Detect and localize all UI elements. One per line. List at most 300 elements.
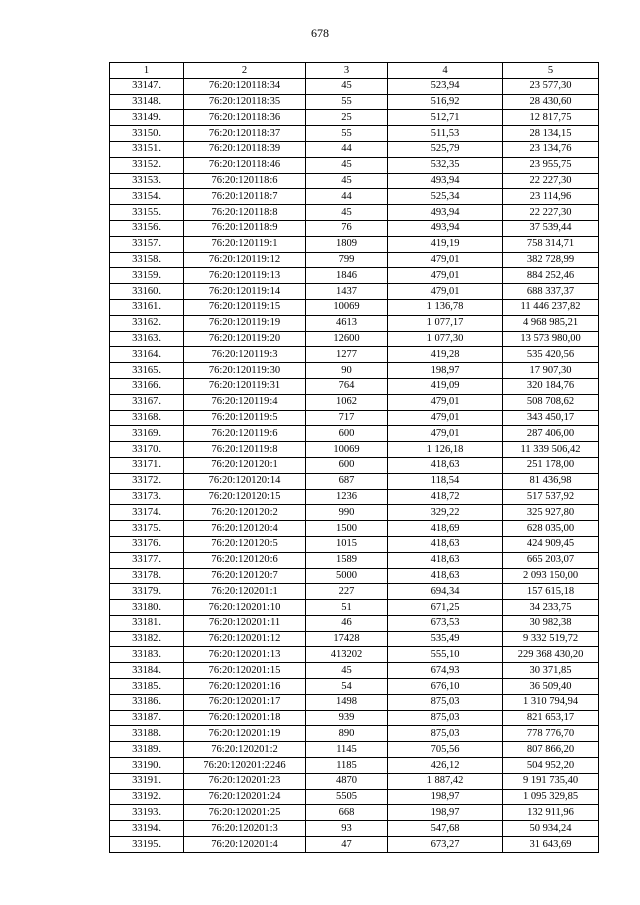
value-cell: 758 314,71 xyxy=(503,236,599,252)
value-cell: 628 035,00 xyxy=(503,521,599,537)
area-cell: 1145 xyxy=(306,742,388,758)
area-cell: 1277 xyxy=(306,347,388,363)
row-number-cell: 33165. xyxy=(110,363,184,379)
area-cell: 1185 xyxy=(306,758,388,774)
row-number-cell: 33159. xyxy=(110,268,184,284)
value-cell: 325 927,80 xyxy=(503,505,599,521)
cadastral-number-cell: 76:20:120201:25 xyxy=(184,805,306,821)
cadastral-number-cell: 76:20:120201:4 xyxy=(184,837,306,853)
table-row xyxy=(110,363,599,379)
row-number-cell: 33178. xyxy=(110,568,184,584)
cadastral-number-cell: 76:20:120120:15 xyxy=(184,489,306,505)
value-cell: 17 907,30 xyxy=(503,363,599,379)
row-number-cell: 33187. xyxy=(110,710,184,726)
row-number-cell: 33154. xyxy=(110,189,184,205)
table-row xyxy=(110,268,599,284)
value-cell: 50 934,24 xyxy=(503,821,599,837)
rate-cell: 419,19 xyxy=(388,236,503,252)
area-cell: 600 xyxy=(306,426,388,442)
area-cell: 990 xyxy=(306,505,388,521)
table-row xyxy=(110,299,599,315)
value-cell: 11 339 506,42 xyxy=(503,442,599,458)
cadastral-number-cell: 76:20:120201:1 xyxy=(184,584,306,600)
row-number-cell: 33177. xyxy=(110,552,184,568)
area-cell: 5000 xyxy=(306,568,388,584)
table-row xyxy=(110,126,599,142)
column-header: 5 xyxy=(503,63,599,79)
area-cell: 45 xyxy=(306,663,388,679)
table-row xyxy=(110,726,599,742)
rate-cell: 875,03 xyxy=(388,726,503,742)
cadastral-number-cell: 76:20:120120:7 xyxy=(184,568,306,584)
table-row xyxy=(110,394,599,410)
value-cell: 508 708,62 xyxy=(503,394,599,410)
area-cell: 45 xyxy=(306,173,388,189)
row-number-cell: 33156. xyxy=(110,220,184,236)
area-cell: 45 xyxy=(306,205,388,221)
area-cell: 10069 xyxy=(306,442,388,458)
table-row xyxy=(110,157,599,173)
table-row xyxy=(110,505,599,521)
row-number-cell: 33168. xyxy=(110,410,184,426)
rate-cell: 532,35 xyxy=(388,157,503,173)
table-row xyxy=(110,821,599,837)
table-body xyxy=(110,63,599,853)
row-number-cell: 33161. xyxy=(110,299,184,315)
table-row xyxy=(110,489,599,505)
value-cell: 30 982,38 xyxy=(503,615,599,631)
rate-cell: 418,63 xyxy=(388,552,503,568)
row-number-cell: 33150. xyxy=(110,126,184,142)
table-row xyxy=(110,141,599,157)
value-cell: 23 577,30 xyxy=(503,78,599,94)
row-number-cell: 33152. xyxy=(110,157,184,173)
row-number-cell: 33163. xyxy=(110,331,184,347)
rate-cell: 705,56 xyxy=(388,742,503,758)
cadastral-number-cell: 76:20:120201:15 xyxy=(184,663,306,679)
row-number-cell: 33173. xyxy=(110,489,184,505)
row-number-cell: 33184. xyxy=(110,663,184,679)
table-row xyxy=(110,568,599,584)
rate-cell: 198,97 xyxy=(388,805,503,821)
area-cell: 764 xyxy=(306,378,388,394)
cadastral-number-cell: 76:20:120118:34 xyxy=(184,78,306,94)
rate-cell: 479,01 xyxy=(388,284,503,300)
row-number-cell: 33181. xyxy=(110,615,184,631)
row-number-cell: 33148. xyxy=(110,94,184,110)
table-row xyxy=(110,742,599,758)
value-cell: 23 955,75 xyxy=(503,157,599,173)
row-number-cell: 33160. xyxy=(110,284,184,300)
rate-cell: 875,03 xyxy=(388,710,503,726)
area-cell: 1498 xyxy=(306,694,388,710)
row-number-cell: 33162. xyxy=(110,315,184,331)
rate-cell: 479,01 xyxy=(388,252,503,268)
value-cell: 229 368 430,20 xyxy=(503,647,599,663)
rate-cell: 512,71 xyxy=(388,110,503,126)
rate-cell: 875,03 xyxy=(388,694,503,710)
column-header: 3 xyxy=(306,63,388,79)
area-cell: 890 xyxy=(306,726,388,742)
area-cell: 4870 xyxy=(306,773,388,789)
table-header-row xyxy=(110,63,599,79)
table-row xyxy=(110,426,599,442)
value-cell: 424 909,45 xyxy=(503,536,599,552)
rate-cell: 511,53 xyxy=(388,126,503,142)
area-cell: 44 xyxy=(306,189,388,205)
value-cell: 30 371,85 xyxy=(503,663,599,679)
area-cell: 1015 xyxy=(306,536,388,552)
table-row xyxy=(110,347,599,363)
rate-cell: 555,10 xyxy=(388,647,503,663)
value-cell: 22 227,30 xyxy=(503,205,599,221)
row-number-cell: 33157. xyxy=(110,236,184,252)
cadastral-number-cell: 76:20:120119:1 xyxy=(184,236,306,252)
rate-cell: 419,28 xyxy=(388,347,503,363)
rate-cell: 479,01 xyxy=(388,410,503,426)
area-cell: 1437 xyxy=(306,284,388,300)
row-number-cell: 33171. xyxy=(110,457,184,473)
cadastral-number-cell: 76:20:120119:5 xyxy=(184,410,306,426)
cadastral-number-cell: 76:20:120201:2 xyxy=(184,742,306,758)
table-row xyxy=(110,679,599,695)
value-cell: 23 114,96 xyxy=(503,189,599,205)
table-row xyxy=(110,94,599,110)
cadastral-number-cell: 76:20:120120:6 xyxy=(184,552,306,568)
area-cell: 717 xyxy=(306,410,388,426)
value-cell: 884 252,46 xyxy=(503,268,599,284)
row-number-cell: 33149. xyxy=(110,110,184,126)
column-header: 1 xyxy=(110,63,184,79)
cadastral-number-cell: 76:20:120118:8 xyxy=(184,205,306,221)
cadastral-number-cell: 76:20:120201:19 xyxy=(184,726,306,742)
rate-cell: 516,92 xyxy=(388,94,503,110)
rate-cell: 493,94 xyxy=(388,173,503,189)
value-cell: 688 337,37 xyxy=(503,284,599,300)
rate-cell: 329,22 xyxy=(388,505,503,521)
row-number-cell: 33186. xyxy=(110,694,184,710)
cadastral-number-cell: 76:20:120118:9 xyxy=(184,220,306,236)
value-cell: 504 952,20 xyxy=(503,758,599,774)
cadastral-number-cell: 76:20:120119:13 xyxy=(184,268,306,284)
value-cell: 23 134,76 xyxy=(503,141,599,157)
cadastral-number-cell: 76:20:120119:31 xyxy=(184,378,306,394)
table-row xyxy=(110,331,599,347)
area-cell: 668 xyxy=(306,805,388,821)
value-cell: 157 615,18 xyxy=(503,584,599,600)
table-row xyxy=(110,284,599,300)
table-row xyxy=(110,584,599,600)
value-cell: 28 430,60 xyxy=(503,94,599,110)
row-number-cell: 33169. xyxy=(110,426,184,442)
rate-cell: 118,54 xyxy=(388,473,503,489)
rate-cell: 671,25 xyxy=(388,600,503,616)
value-cell: 36 509,40 xyxy=(503,679,599,695)
cadastral-number-cell: 76:20:120201:12 xyxy=(184,631,306,647)
row-number-cell: 33176. xyxy=(110,536,184,552)
area-cell: 10069 xyxy=(306,299,388,315)
table-row xyxy=(110,789,599,805)
area-cell: 799 xyxy=(306,252,388,268)
value-cell: 517 537,92 xyxy=(503,489,599,505)
value-cell: 665 203,07 xyxy=(503,552,599,568)
table-row xyxy=(110,552,599,568)
cadastral-number-cell: 76:20:120120:2 xyxy=(184,505,306,521)
area-cell: 600 xyxy=(306,457,388,473)
row-number-cell: 33190. xyxy=(110,758,184,774)
cadastral-number-cell: 76:20:120119:12 xyxy=(184,252,306,268)
row-number-cell: 33179. xyxy=(110,584,184,600)
area-cell: 46 xyxy=(306,615,388,631)
table-row xyxy=(110,600,599,616)
cadastral-number-cell: 76:20:120201:3 xyxy=(184,821,306,837)
table-row xyxy=(110,205,599,221)
rate-cell: 535,49 xyxy=(388,631,503,647)
row-number-cell: 33172. xyxy=(110,473,184,489)
row-number-cell: 33151. xyxy=(110,141,184,157)
value-cell: 132 911,96 xyxy=(503,805,599,821)
row-number-cell: 33153. xyxy=(110,173,184,189)
rate-cell: 525,79 xyxy=(388,141,503,157)
cadastral-number-cell: 76:20:120201:13 xyxy=(184,647,306,663)
cadastral-number-cell: 76:20:120118:7 xyxy=(184,189,306,205)
rate-cell: 418,69 xyxy=(388,521,503,537)
value-cell: 28 134,15 xyxy=(503,126,599,142)
table-row xyxy=(110,663,599,679)
data-table xyxy=(109,62,599,853)
row-number-cell: 33195. xyxy=(110,837,184,853)
rate-cell: 673,53 xyxy=(388,615,503,631)
value-cell: 821 653,17 xyxy=(503,710,599,726)
rate-cell: 419,09 xyxy=(388,378,503,394)
row-number-cell: 33191. xyxy=(110,773,184,789)
value-cell: 34 233,75 xyxy=(503,600,599,616)
value-cell: 1 310 794,94 xyxy=(503,694,599,710)
cadastral-number-cell: 76:20:120120:5 xyxy=(184,536,306,552)
value-cell: 343 450,17 xyxy=(503,410,599,426)
rate-cell: 198,97 xyxy=(388,789,503,805)
rate-cell: 694,34 xyxy=(388,584,503,600)
value-cell: 13 573 980,00 xyxy=(503,331,599,347)
area-cell: 51 xyxy=(306,600,388,616)
table-row xyxy=(110,710,599,726)
table-row xyxy=(110,78,599,94)
area-cell: 54 xyxy=(306,679,388,695)
cadastral-number-cell: 76:20:120119:30 xyxy=(184,363,306,379)
table-row xyxy=(110,615,599,631)
row-number-cell: 33166. xyxy=(110,378,184,394)
area-cell: 76 xyxy=(306,220,388,236)
row-number-cell: 33174. xyxy=(110,505,184,521)
value-cell: 1 095 329,85 xyxy=(503,789,599,805)
rate-cell: 1 126,18 xyxy=(388,442,503,458)
page-number: 678 xyxy=(311,26,329,40)
value-cell: 9 191 735,40 xyxy=(503,773,599,789)
rate-cell: 673,27 xyxy=(388,837,503,853)
table-row xyxy=(110,110,599,126)
table-row xyxy=(110,647,599,663)
table-row xyxy=(110,694,599,710)
row-number-cell: 33182. xyxy=(110,631,184,647)
cadastral-number-cell: 76:20:120120:14 xyxy=(184,473,306,489)
row-number-cell: 33183. xyxy=(110,647,184,663)
row-number-cell: 33193. xyxy=(110,805,184,821)
row-number-cell: 33164. xyxy=(110,347,184,363)
table-row xyxy=(110,536,599,552)
row-number-cell: 33180. xyxy=(110,600,184,616)
cadastral-number-cell: 76:20:120201:24 xyxy=(184,789,306,805)
table-row xyxy=(110,220,599,236)
cadastral-number-cell: 76:20:120119:20 xyxy=(184,331,306,347)
area-cell: 1809 xyxy=(306,236,388,252)
cadastral-number-cell: 76:20:120118:6 xyxy=(184,173,306,189)
table-row xyxy=(110,442,599,458)
area-cell: 12600 xyxy=(306,331,388,347)
table-row xyxy=(110,473,599,489)
cadastral-number-cell: 76:20:120119:14 xyxy=(184,284,306,300)
table-row xyxy=(110,236,599,252)
cadastral-number-cell: 76:20:120120:4 xyxy=(184,521,306,537)
area-cell: 413202 xyxy=(306,647,388,663)
rate-cell: 418,63 xyxy=(388,457,503,473)
rate-cell: 1 077,30 xyxy=(388,331,503,347)
cadastral-number-cell: 76:20:120201:17 xyxy=(184,694,306,710)
rate-cell: 479,01 xyxy=(388,268,503,284)
row-number-cell: 33192. xyxy=(110,789,184,805)
cadastral-number-cell: 76:20:120118:36 xyxy=(184,110,306,126)
rate-cell: 1 136,78 xyxy=(388,299,503,315)
area-cell: 227 xyxy=(306,584,388,600)
rate-cell: 525,34 xyxy=(388,189,503,205)
row-number-cell: 33188. xyxy=(110,726,184,742)
cadastral-number-cell: 76:20:120119:3 xyxy=(184,347,306,363)
table-row xyxy=(110,758,599,774)
value-cell: 9 332 519,72 xyxy=(503,631,599,647)
area-cell: 25 xyxy=(306,110,388,126)
rate-cell: 479,01 xyxy=(388,394,503,410)
cadastral-number-cell: 76:20:120201:11 xyxy=(184,615,306,631)
rate-cell: 1 077,17 xyxy=(388,315,503,331)
table-row xyxy=(110,837,599,853)
rate-cell: 418,63 xyxy=(388,536,503,552)
value-cell: 535 420,56 xyxy=(503,347,599,363)
area-cell: 17428 xyxy=(306,631,388,647)
value-cell: 778 776,70 xyxy=(503,726,599,742)
cadastral-number-cell: 76:20:120201:2246 xyxy=(184,758,306,774)
area-cell: 4613 xyxy=(306,315,388,331)
area-cell: 44 xyxy=(306,141,388,157)
rate-cell: 418,63 xyxy=(388,568,503,584)
area-cell: 47 xyxy=(306,837,388,853)
rate-cell: 493,94 xyxy=(388,220,503,236)
area-cell: 90 xyxy=(306,363,388,379)
value-cell: 22 227,30 xyxy=(503,173,599,189)
cadastral-number-cell: 76:20:120201:16 xyxy=(184,679,306,695)
table-row xyxy=(110,189,599,205)
area-cell: 93 xyxy=(306,821,388,837)
table-row xyxy=(110,521,599,537)
row-number-cell: 33147. xyxy=(110,78,184,94)
area-cell: 939 xyxy=(306,710,388,726)
rate-cell: 479,01 xyxy=(388,426,503,442)
table-row xyxy=(110,457,599,473)
rate-cell: 418,72 xyxy=(388,489,503,505)
row-number-cell: 33175. xyxy=(110,521,184,537)
table-row xyxy=(110,805,599,821)
table-row xyxy=(110,315,599,331)
cadastral-number-cell: 76:20:120201:18 xyxy=(184,710,306,726)
value-cell: 251 178,00 xyxy=(503,457,599,473)
cadastral-number-cell: 76:20:120119:19 xyxy=(184,315,306,331)
value-cell: 320 184,76 xyxy=(503,378,599,394)
rate-cell: 676,10 xyxy=(388,679,503,695)
cadastral-number-cell: 76:20:120120:1 xyxy=(184,457,306,473)
column-header: 4 xyxy=(388,63,503,79)
cadastral-number-cell: 76:20:120118:39 xyxy=(184,141,306,157)
cadastral-number-cell: 76:20:120118:46 xyxy=(184,157,306,173)
area-cell: 1062 xyxy=(306,394,388,410)
rate-cell: 547,68 xyxy=(388,821,503,837)
column-header: 2 xyxy=(184,63,306,79)
value-cell: 11 446 237,82 xyxy=(503,299,599,315)
row-number-cell: 33158. xyxy=(110,252,184,268)
row-number-cell: 33155. xyxy=(110,205,184,221)
value-cell: 81 436,98 xyxy=(503,473,599,489)
area-cell: 45 xyxy=(306,78,388,94)
value-cell: 4 968 985,21 xyxy=(503,315,599,331)
cadastral-number-cell: 76:20:120119:4 xyxy=(184,394,306,410)
area-cell: 55 xyxy=(306,126,388,142)
rate-cell: 523,94 xyxy=(388,78,503,94)
row-number-cell: 33189. xyxy=(110,742,184,758)
value-cell: 37 539,44 xyxy=(503,220,599,236)
cadastral-number-cell: 76:20:120119:8 xyxy=(184,442,306,458)
area-cell: 1236 xyxy=(306,489,388,505)
row-number-cell: 33167. xyxy=(110,394,184,410)
table-row xyxy=(110,631,599,647)
area-cell: 5505 xyxy=(306,789,388,805)
table-row xyxy=(110,410,599,426)
cadastral-number-cell: 76:20:120119:6 xyxy=(184,426,306,442)
area-cell: 55 xyxy=(306,94,388,110)
value-cell: 807 866,20 xyxy=(503,742,599,758)
area-cell: 1846 xyxy=(306,268,388,284)
row-number-cell: 33194. xyxy=(110,821,184,837)
row-number-cell: 33185. xyxy=(110,679,184,695)
area-cell: 687 xyxy=(306,473,388,489)
rate-cell: 1 887,42 xyxy=(388,773,503,789)
row-number-cell: 33170. xyxy=(110,442,184,458)
area-cell: 1500 xyxy=(306,521,388,537)
rate-cell: 493,94 xyxy=(388,205,503,221)
cadastral-number-cell: 76:20:120118:37 xyxy=(184,126,306,142)
rate-cell: 674,93 xyxy=(388,663,503,679)
table-row xyxy=(110,378,599,394)
table-row xyxy=(110,173,599,189)
value-cell: 2 093 150,00 xyxy=(503,568,599,584)
value-cell: 287 406,00 xyxy=(503,426,599,442)
area-cell: 45 xyxy=(306,157,388,173)
value-cell: 12 817,75 xyxy=(503,110,599,126)
value-cell: 382 728,99 xyxy=(503,252,599,268)
table-row xyxy=(110,252,599,268)
cadastral-number-cell: 76:20:120201:23 xyxy=(184,773,306,789)
rate-cell: 426,12 xyxy=(388,758,503,774)
rate-cell: 198,97 xyxy=(388,363,503,379)
table-row xyxy=(110,773,599,789)
cadastral-number-cell: 76:20:120119:15 xyxy=(184,299,306,315)
cadastral-number-cell: 76:20:120118:35 xyxy=(184,94,306,110)
